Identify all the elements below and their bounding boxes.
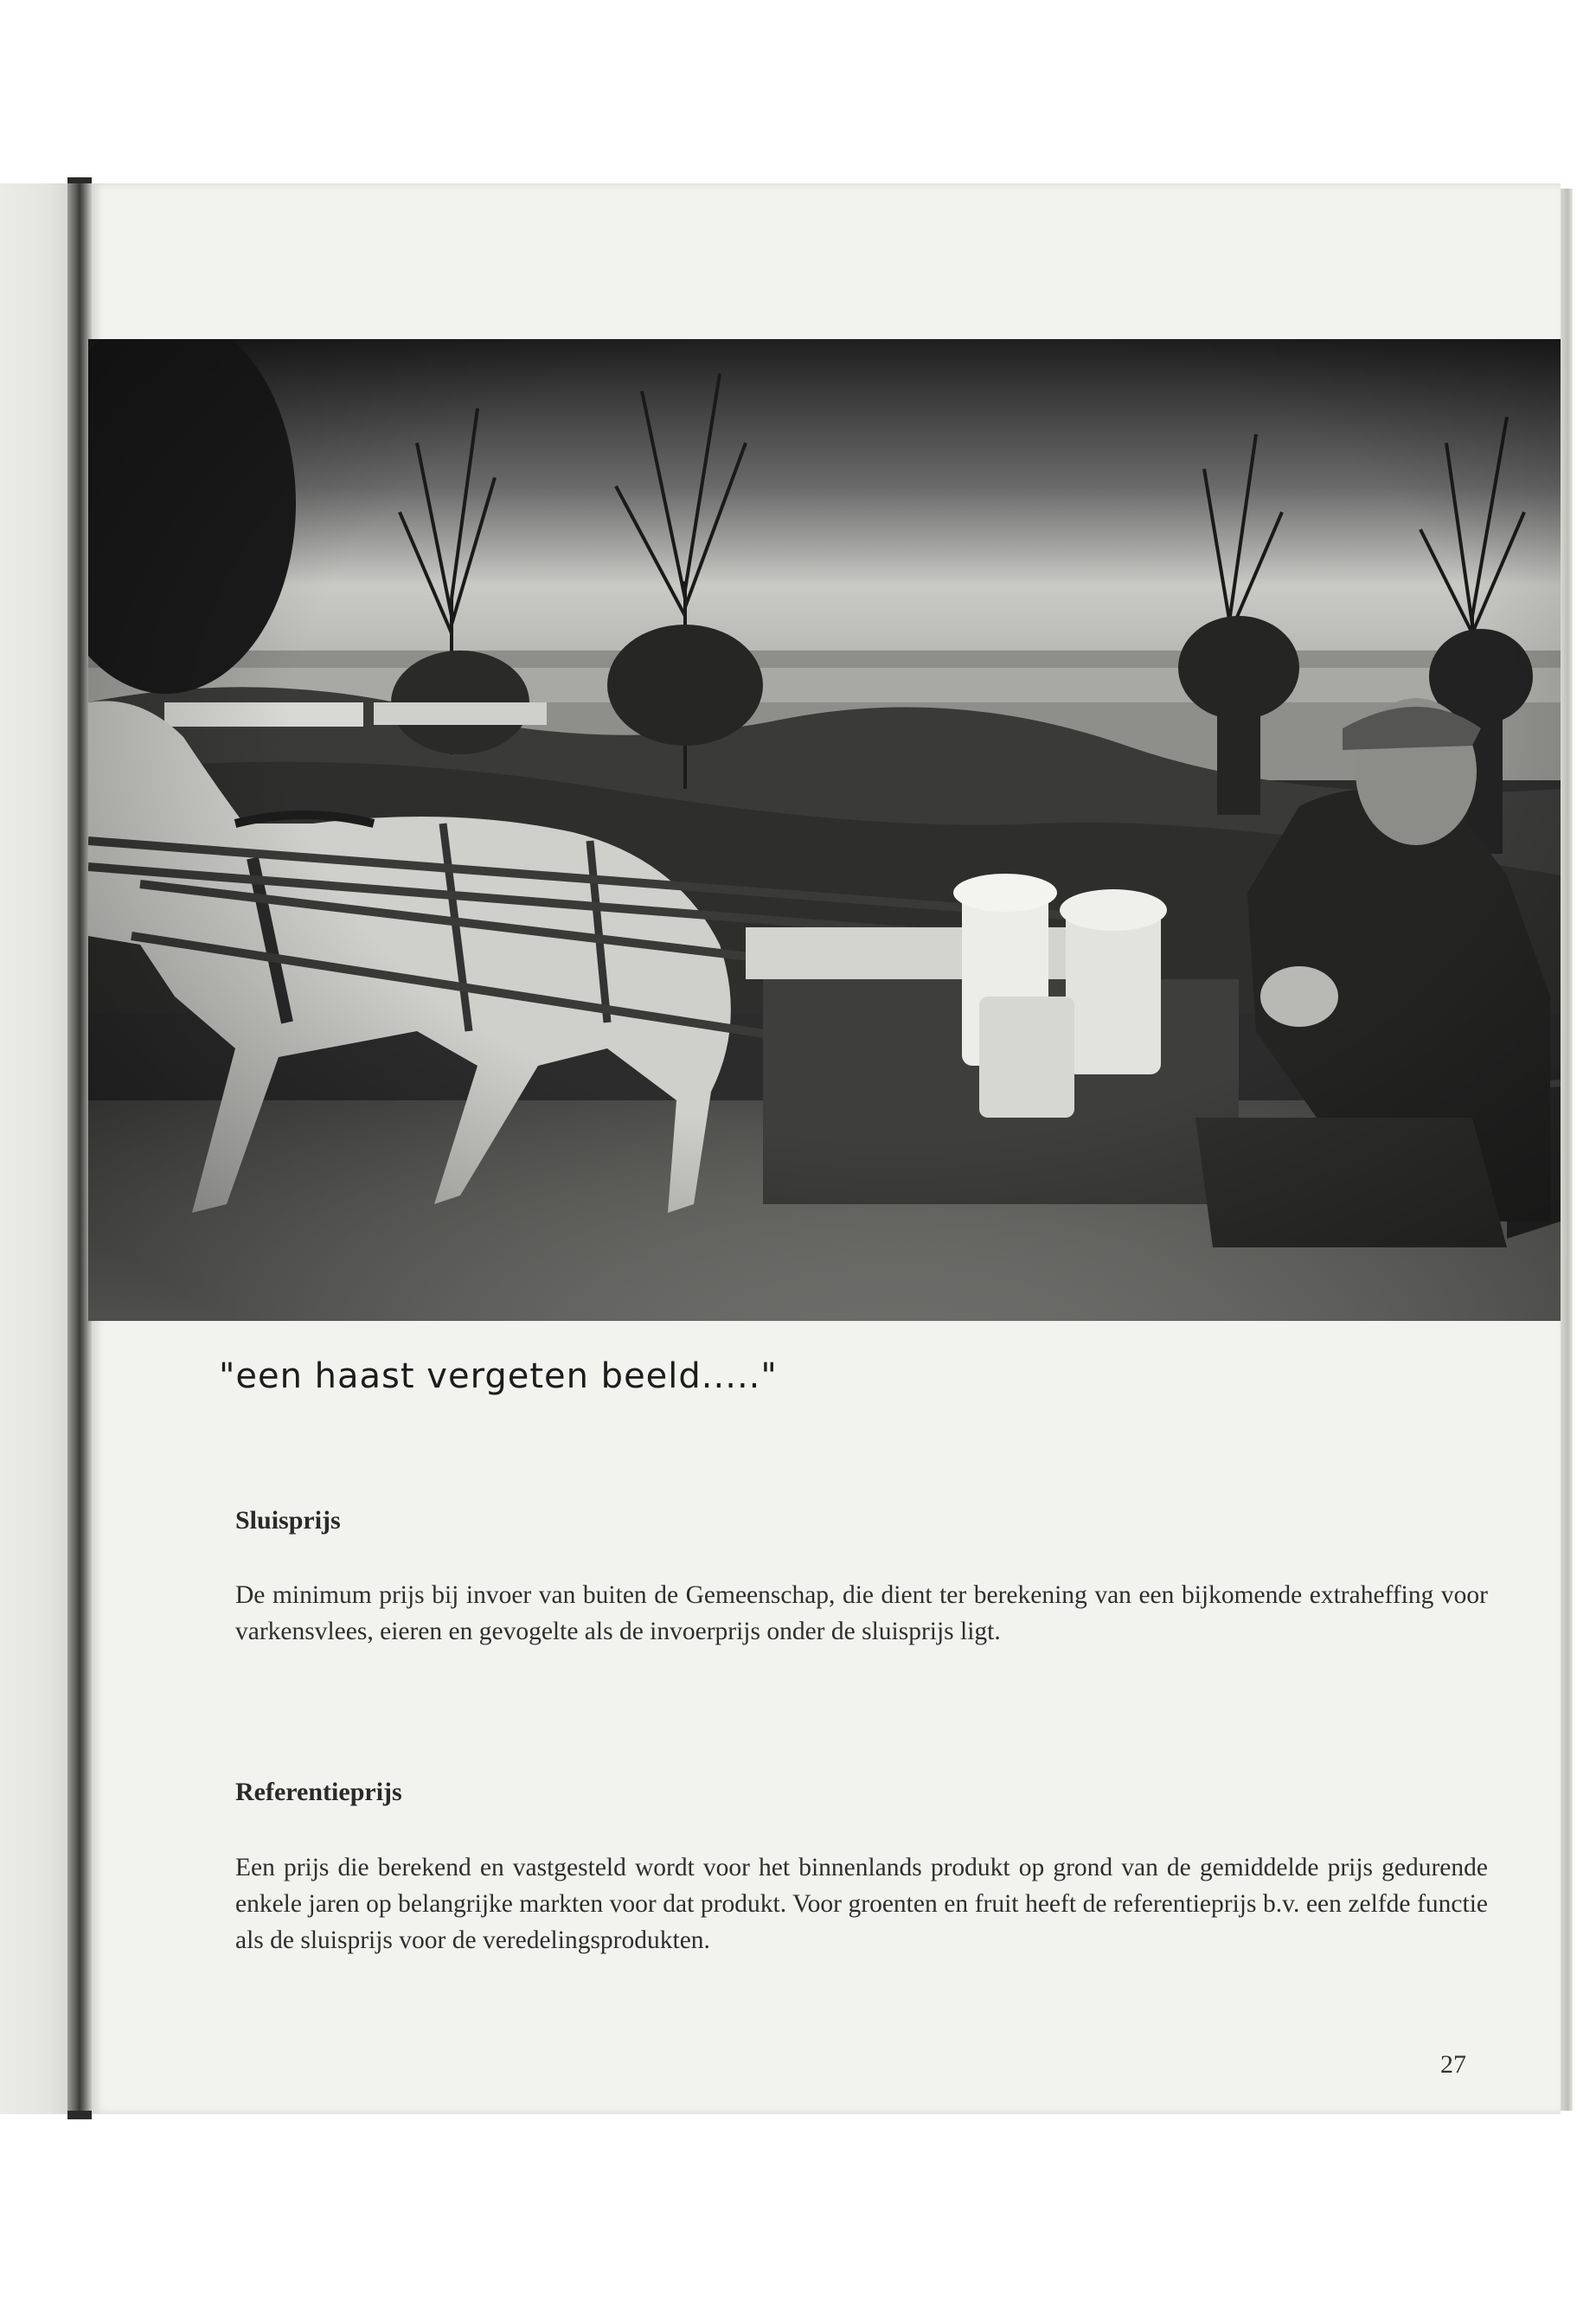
left-facing-page — [0, 183, 67, 2114]
heading-sluisprijs: Sluisprijs — [235, 1506, 341, 1535]
page-number: 27 — [1440, 2050, 1466, 2079]
paragraph-sluisprijs: De minimum prijs bij invoer van buiten de Gemeenschap, die dient ter berekening van een bijkomende extraheffing voor varkensvlees, eieren en gevogelte als de invoerprijs onder de sluisprijs ligt. — [235, 1581, 1488, 1645]
paragraph-referentieprijs: Een prijs die berekend en vastgesteld wordt voor het binnenlands produkt op grond van de gemiddelde prijs gedurende enkele jaren op belangrijke markten voor dat produkt. Voor groenten en fruit heeft de referentieprijs b.v. een zelfde functie als de sluisprijs voor de veredelingsprodukten. — [235, 1854, 1488, 1954]
photo-milk-cart — [88, 339, 1561, 1321]
page-edge — [1561, 189, 1573, 2111]
heading-referentieprijs: Referentieprijs — [235, 1778, 402, 1806]
spine-cap-bottom — [67, 2111, 92, 2119]
photo-caption: "een haast vergeten beeld....." — [219, 1356, 778, 1396]
